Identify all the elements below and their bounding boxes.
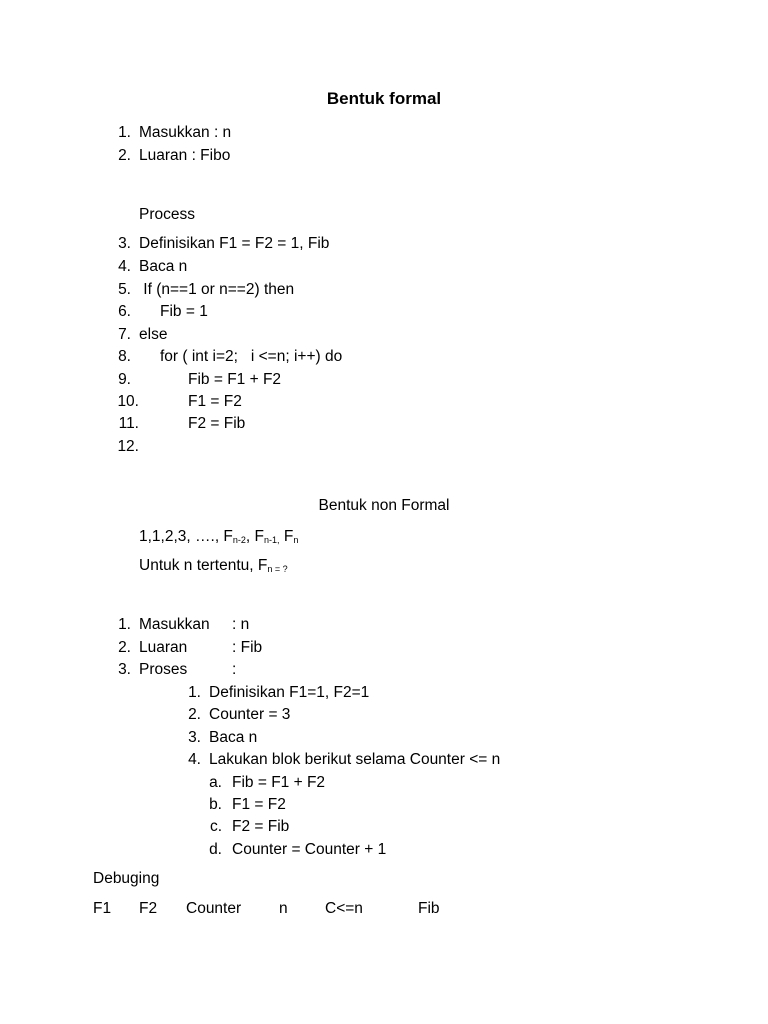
list-number: 3. xyxy=(188,729,201,746)
sequence-prefix: 1,1,2,3, …., F xyxy=(139,528,233,545)
list-item-value: : Fib xyxy=(232,639,263,656)
list-item: Fib = 1 xyxy=(160,303,208,320)
list-item-value: : xyxy=(232,661,237,678)
list-item: Definisikan F1 = F2 = 1, Fib xyxy=(139,235,330,252)
list-item: else xyxy=(139,326,168,343)
debug-column-header: F1 xyxy=(93,900,112,917)
list-number: 2. xyxy=(188,706,201,723)
list-number: 12. xyxy=(117,438,139,455)
list-item: for ( int i=2; i <=n; i++) do xyxy=(160,348,343,365)
list-letter: c. xyxy=(209,818,222,835)
list-item: Fib = F1 + F2 xyxy=(188,371,282,388)
list-number: 9. xyxy=(118,371,131,388)
list-item: F2 = Fib xyxy=(232,818,290,835)
list-number: 3. xyxy=(118,661,131,678)
process-label: Process xyxy=(139,206,195,223)
list-item: F1 = F2 xyxy=(188,393,242,410)
list-item-label: Luaran xyxy=(139,639,188,656)
list-number: 1. xyxy=(188,684,201,701)
debug-label: Debuging xyxy=(93,870,160,887)
list-item: Baca n xyxy=(139,258,188,275)
list-number: 7. xyxy=(118,326,131,343)
list-item-label: Proses xyxy=(139,661,188,678)
list-number: 2. xyxy=(118,639,131,656)
section-heading-nonformal: Bentuk non Formal xyxy=(318,497,450,514)
sequence-mid1: , F xyxy=(245,528,265,545)
sequence-line xyxy=(139,528,298,546)
list-letter: d. xyxy=(209,841,222,858)
untuk-prefix: Untuk n tertentu, F xyxy=(139,557,268,574)
debug-column-header: Fib xyxy=(418,900,440,917)
untuk-line xyxy=(139,557,288,575)
list-letter: a. xyxy=(209,774,222,791)
list-item: Masukkan : n xyxy=(139,124,232,141)
list-item: Counter = Counter + 1 xyxy=(232,841,387,858)
list-number: 5. xyxy=(118,281,131,298)
list-item: Counter = 3 xyxy=(209,706,291,723)
list-number: 6. xyxy=(118,303,131,320)
list-number: 3. xyxy=(118,235,131,252)
debug-column-header: C<=n xyxy=(325,900,363,917)
list-number: 10. xyxy=(117,393,139,410)
list-number: 11. xyxy=(118,415,139,432)
subscript-n-2: n-2 xyxy=(232,535,246,545)
list-item-value: : n xyxy=(232,616,250,633)
list-letter: b. xyxy=(209,796,222,813)
list-item: If (n==1 or n==2) then xyxy=(139,281,295,298)
list-item: Lakukan blok berikut selama Counter <= n xyxy=(209,751,501,768)
subscript-n: n xyxy=(293,535,299,545)
list-number: 1. xyxy=(118,616,131,633)
list-number: 8. xyxy=(118,348,131,365)
debug-column-header: F2 xyxy=(139,900,158,917)
list-number: 4. xyxy=(118,258,131,275)
list-item: Fib = F1 + F2 xyxy=(232,774,326,791)
list-number: 1. xyxy=(118,124,131,141)
list-item: F1 = F2 xyxy=(232,796,286,813)
list-number: 4. xyxy=(188,751,201,768)
sequence-mid2: F xyxy=(279,528,294,545)
list-item: Luaran : Fibo xyxy=(139,147,231,164)
debug-column-header: n xyxy=(279,900,288,917)
debug-column-header: Counter xyxy=(186,900,242,917)
list-item-label: Masukkan xyxy=(139,616,210,633)
subscript-n-1: n-1, xyxy=(264,535,280,545)
subscript-n-eq: n = ? xyxy=(267,564,288,574)
list-number: 2. xyxy=(118,147,131,164)
list-item: Definisikan F1=1, F2=1 xyxy=(209,684,370,701)
list-item: F2 = Fib xyxy=(188,415,246,432)
list-item: Baca n xyxy=(209,729,258,746)
page-title: Bentuk formal xyxy=(326,89,442,108)
